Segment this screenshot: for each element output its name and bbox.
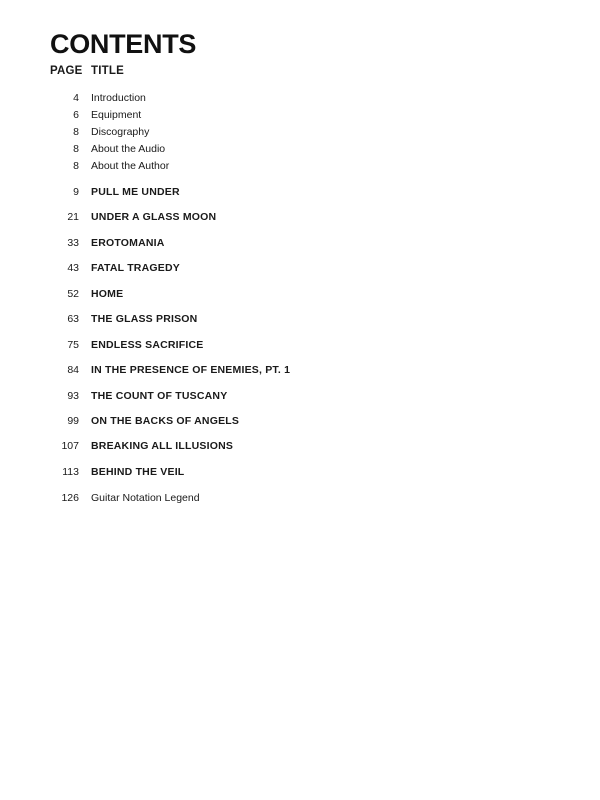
toc-page-number: 8 (73, 160, 79, 172)
toc-entry[interactable] (0, 142, 600, 156)
toc-entry[interactable] (0, 389, 600, 403)
toc-song-title: FATAL TRAGEDY (91, 262, 180, 274)
toc-page-number: 126 (61, 492, 79, 504)
toc-entry[interactable] (0, 363, 600, 377)
toc-song-title: THE COUNT OF TUSCANY (91, 390, 228, 402)
column-header-page: PAGE (50, 65, 83, 77)
column-header-title: TITLE (91, 65, 124, 77)
toc-title: Discography (91, 126, 150, 138)
toc-song-title: HOME (91, 288, 124, 300)
toc-song-title: THE GLASS PRISON (91, 313, 198, 325)
toc-page-number: 21 (67, 211, 79, 223)
toc-entry[interactable] (0, 236, 600, 250)
toc-page-number: 107 (61, 440, 79, 452)
toc-page-number: 84 (67, 364, 79, 376)
toc-page-number: 52 (67, 288, 79, 300)
toc-entry[interactable] (0, 185, 600, 199)
toc-song-title: EROTOMANIA (91, 237, 165, 249)
toc-page-number: 63 (67, 313, 79, 325)
toc-song-title: IN THE PRESENCE OF ENEMIES, PT. 1 (91, 364, 291, 376)
toc-title: Equipment (91, 109, 142, 121)
toc-entry[interactable] (0, 287, 600, 301)
toc-title: About the Audio (91, 143, 166, 155)
toc-entry[interactable] (0, 491, 600, 505)
toc-page-number: 6 (73, 109, 79, 121)
toc-entry[interactable] (0, 159, 600, 173)
toc-page-number: 75 (67, 339, 79, 351)
toc-song-title: ENDLESS SACRIFICE (91, 339, 204, 351)
toc-entry[interactable] (0, 414, 600, 428)
toc-title: Guitar Notation Legend (91, 492, 200, 504)
toc-page-number: 99 (67, 415, 79, 427)
toc-title: Introduction (91, 92, 146, 104)
toc-title: About the Author (91, 160, 170, 172)
toc-page-number: 8 (73, 143, 79, 155)
toc-page-number: 43 (67, 262, 79, 274)
toc-page-number: 4 (73, 92, 79, 104)
toc-page-number: 8 (73, 126, 79, 138)
toc-entry[interactable] (0, 439, 600, 453)
toc-song-title: BEHIND THE VEIL (91, 466, 185, 478)
toc-entry[interactable] (0, 338, 600, 352)
toc-page-number: 9 (73, 186, 79, 198)
toc-entry[interactable] (0, 465, 600, 479)
toc-entry[interactable] (0, 125, 600, 139)
page-title: CONTENTS (50, 29, 197, 59)
toc-entry[interactable] (0, 261, 600, 275)
toc-song-title: ON THE BACKS OF ANGELS (91, 415, 240, 427)
toc-entry[interactable] (0, 91, 600, 105)
toc-entry[interactable] (0, 210, 600, 224)
toc-song-title: PULL ME UNDER (91, 186, 180, 198)
toc-page-number: 113 (62, 466, 79, 478)
toc-page-number: 93 (67, 390, 79, 402)
toc-song-title: UNDER A GLASS MOON (91, 211, 217, 223)
toc-page-number: 33 (67, 237, 79, 249)
toc-song-title: BREAKING ALL ILLUSIONS (91, 440, 234, 452)
toc-entry[interactable] (0, 312, 600, 326)
toc-entry[interactable] (0, 108, 600, 122)
